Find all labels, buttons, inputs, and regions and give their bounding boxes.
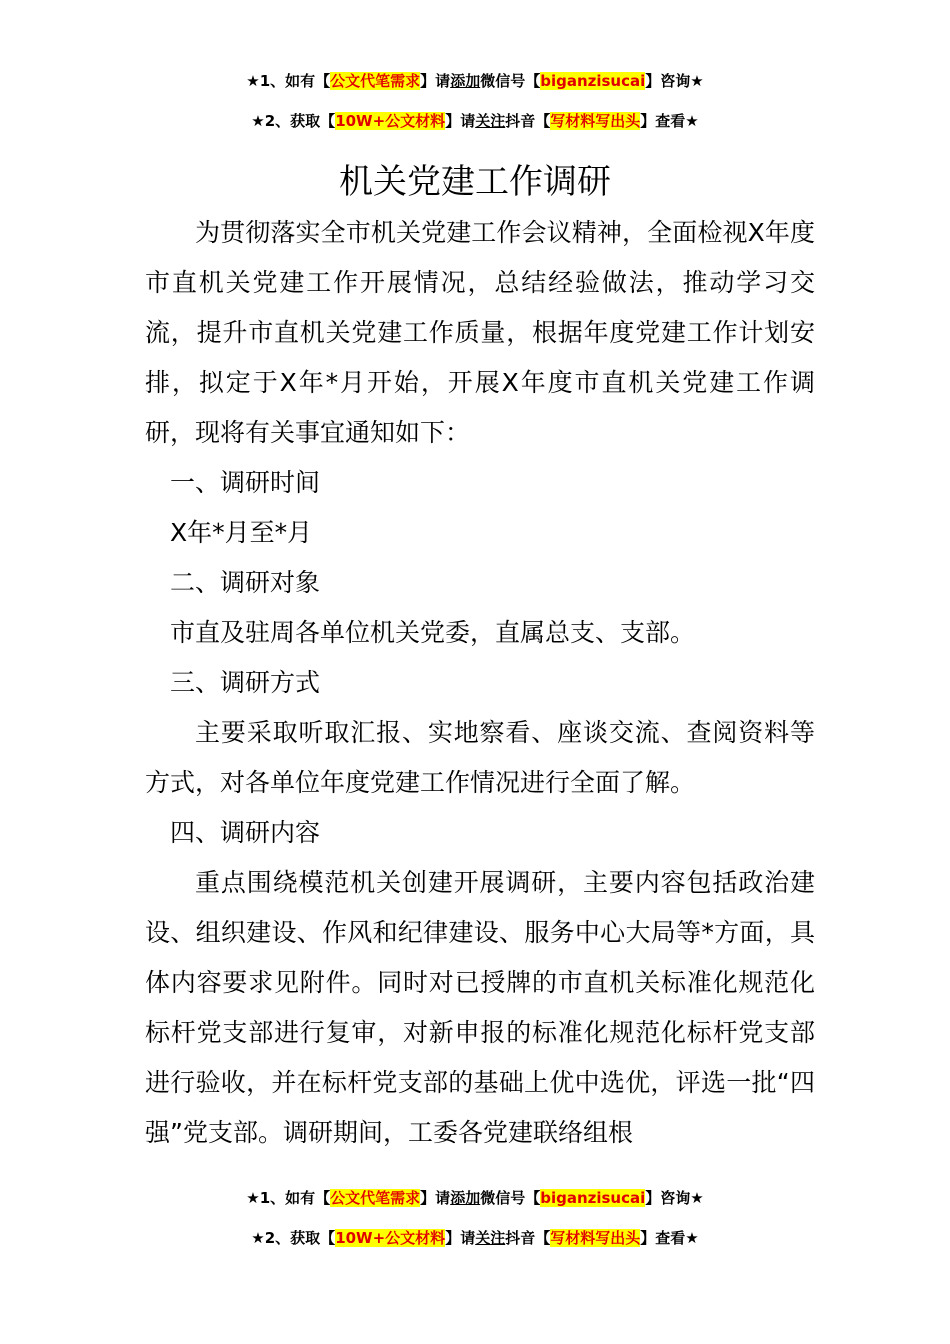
section-text: 主要采取听取汇报、实地察看、座谈交流、查阅资料等方式，对各单位年度党建工作情况进行全面了解。 [145,718,815,797]
promo-header-line-2 [0,110,950,132]
promo-text: 】请 [445,112,476,130]
promo-highlight: biganzisucai [540,1189,646,1207]
promo-highlight: 10W+公文材料 [335,1229,446,1247]
promo-highlight: 写材料写出头 [550,1229,641,1247]
promo-highlight: 写材料写出头 [550,112,641,130]
promo-highlight: 公文代笔需求 [330,72,421,90]
promo-underlined: 关注 [475,1229,506,1247]
section-heading: 二、调研对象 [170,568,321,597]
promo-header-line-1 [0,70,950,92]
promo-text: 】请 [420,72,451,90]
promo-prefix: ★2、获取【 [251,112,336,130]
document-body [145,208,815,1158]
promo-footer-line-2 [0,1227,950,1249]
promo-text: 抖音【 [505,112,551,130]
promo-text: 抖音【 [505,1229,551,1247]
promo-highlight: 公文代笔需求 [330,1189,421,1207]
promo-underlined: 添加 [450,72,481,90]
promo-text: 】请 [420,1189,451,1207]
intro-paragraph: 为贯彻落实全市机关党建工作会议精神，全面检视X年度市直机关党建工作开展情况，总结经验做法，推动学习交流，提升市直机关党建工作质量，根据年度党建工作计划安排，拟定于X年*月开始，开展X年度市直机关党建工作调研，现将有关事宜通知如下： [145,218,815,447]
promo-underlined: 添加 [450,1189,481,1207]
section-text: 市直及驻周各单位机关党委，直属总支、支部。 [170,618,696,647]
promo-text: 】请 [445,1229,476,1247]
section-text: X年*月至*月 [170,518,313,547]
promo-highlight: biganzisucai [540,72,646,90]
promo-underlined: 关注 [475,112,506,130]
section-heading: 三、调研方式 [170,668,321,697]
document-title: 机关党建工作调研 [339,162,611,202]
section-text: 重点围绕模范机关创建开展调研，主要内容包括政治建设、组织建设、作风和纪律建设、服务中心大局等*方面，具体内容要求见附件。同时对已授牌的市直机关标准化规范化标杆党支部进行复审，对新申报的标准化规范化标杆党支部进行验收，并在标杆党支部的基础上优中选优，评选一批“四强”党支部。调研期间，工委各党建联络组根 [145,868,815,1147]
promo-footer-line-1 [0,1187,950,1209]
promo-prefix: ★2、获取【 [251,1229,336,1247]
promo-suffix: 】查看★ [640,1229,699,1247]
promo-text: 微信号【 [480,1189,541,1207]
promo-prefix: ★1、如有【 [246,72,331,90]
promo-suffix: 】咨询★ [645,72,704,90]
section-heading: 一、调研时间 [170,468,321,497]
promo-text: 微信号【 [480,72,541,90]
promo-suffix: 】查看★ [640,112,699,130]
section-heading: 四、调研内容 [170,818,321,847]
promo-suffix: 】咨询★ [645,1189,704,1207]
promo-prefix: ★1、如有【 [246,1189,331,1207]
promo-highlight: 10W+公文材料 [335,112,446,130]
